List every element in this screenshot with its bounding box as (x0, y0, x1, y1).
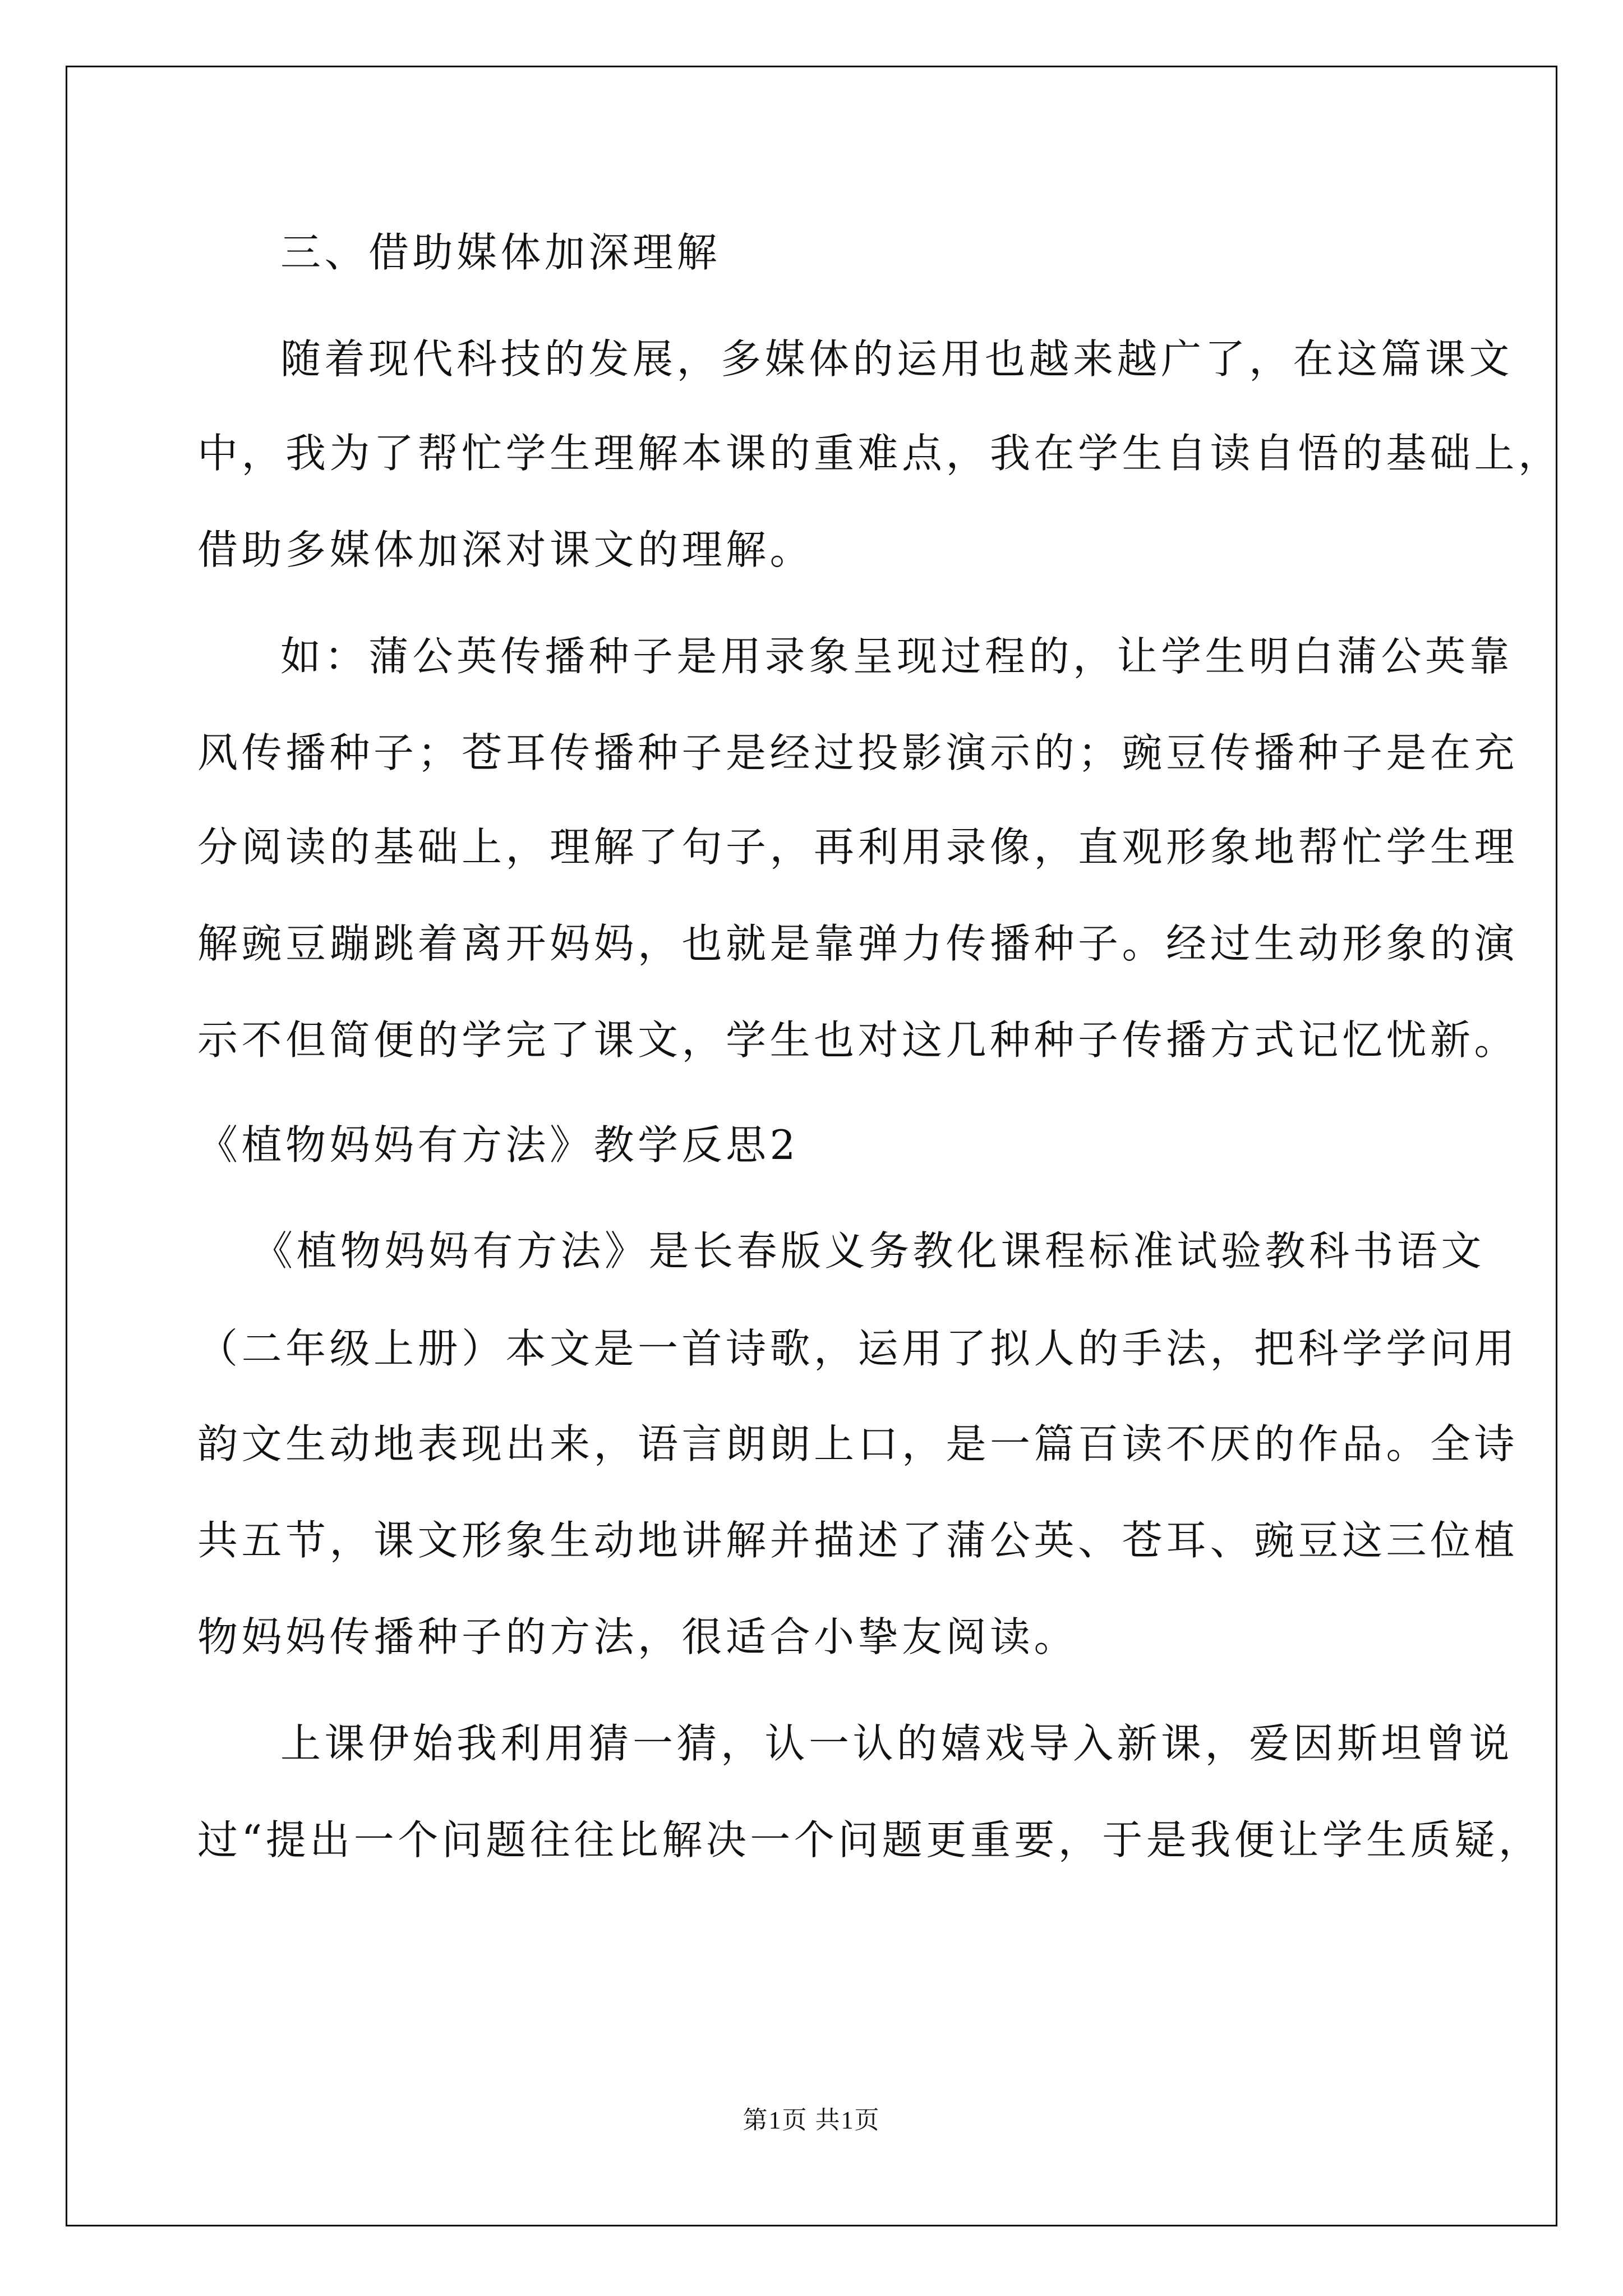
paragraph-line: 借助多媒体加深对课文的理解。 (197, 526, 814, 573)
paragraph-line: 如：蒲公英传播种子是用录象呈现过程的，让学生明白蒲公英靠 (280, 633, 1514, 680)
article-title: 《植物妈妈有方法》教学反思2 (197, 1121, 799, 1168)
paragraph-line: 《植物妈妈有方法》是长春版义务教化课程标准试验教科书语文 (252, 1227, 1486, 1274)
paragraph-line: 物妈妈传播种子的方法，很适合小挚友阅读。 (197, 1613, 1078, 1660)
paragraph-line: （二年级上册）本文是一首诗歌，运用了拟人的手法，把科学学问用 (197, 1325, 1519, 1372)
paragraph-line: 解豌豆蹦跳着离开妈妈，也就是靠弹力传播种子。经过生动形象的演 (197, 920, 1519, 967)
paragraph-line: 过“提出一个问题往往比解决一个问题更重要，于是我便让学生质疑， (197, 1816, 1543, 1864)
page-footer: 第1页 共1页 (743, 2106, 880, 2134)
paragraph-line: 共五节，课文形象生动地讲解并描述了蒲公英、苍耳、豌豆这三位植 (197, 1517, 1519, 1564)
paragraph-line: 示不但简便的学完了课文，学生也对这几种种子传播方式记忆忧新。 (197, 1016, 1519, 1064)
paragraph-line: 中，我为了帮忙学生理解本课的重难点，我在学生自读自悟的基础上， (197, 430, 1562, 477)
paragraph-line: 风传播种子；苍耳传播种子是经过投影演示的；豌豆传播种子是在充 (197, 729, 1519, 776)
section-heading: 三、借助媒体加深理解 (280, 229, 721, 276)
paragraph-line: 韵文生动地表现出来，语言朗朗上口，是一篇百读不厌的作品。全诗 (197, 1420, 1519, 1467)
paragraph-line: 分阅读的基础上，理解了句子，再利用录像，直观形象地帮忙学生理 (197, 823, 1519, 871)
paragraph-line: 上课伊始我利用猜一猜，认一认的嬉戏导入新课，爱因斯坦曾说 (280, 1720, 1514, 1767)
paragraph-line: 随着现代科技的发展，多媒体的运用也越来越广了，在这篇课文 (280, 335, 1514, 383)
